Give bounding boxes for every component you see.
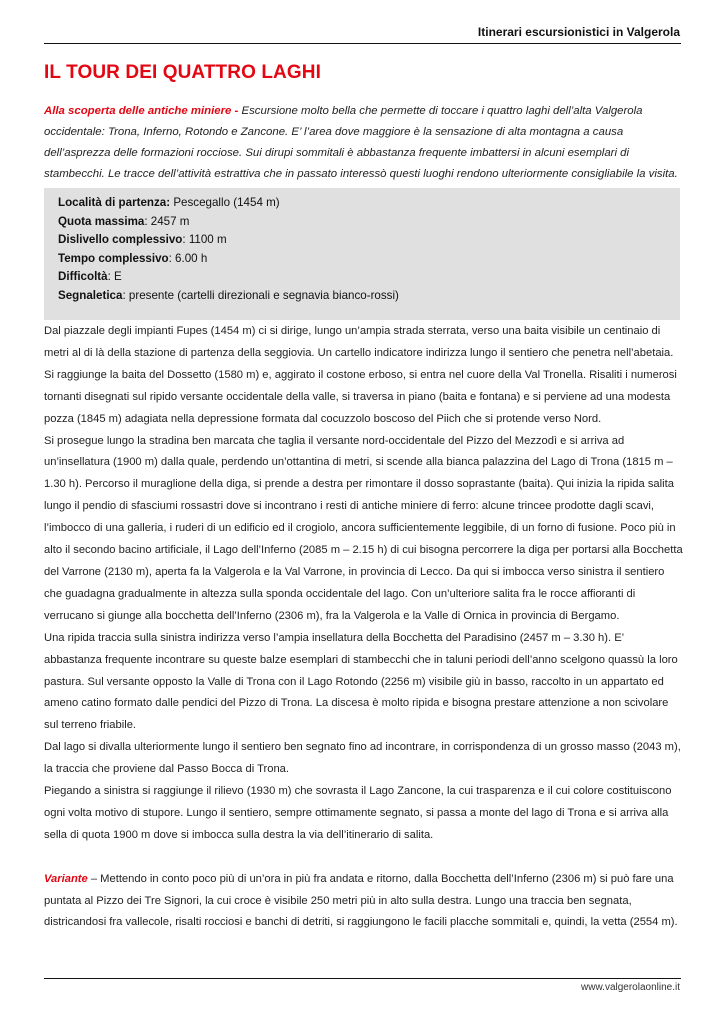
info-label: Quota massima	[58, 214, 145, 228]
info-value: : E	[107, 270, 122, 284]
body-paragraph: Dal lago si divalla ulteriormente lungo il sentiero ben segnato fino ad incontrare, in corrispondenza di un grosso masso (2043 m), la traccia che proviene dal Passo Bocca di Trona.	[44, 741, 681, 776]
info-list	[58, 194, 399, 306]
body-paragraph: Una ripida traccia sulla sinistra indirizza verso l’ampia insellatura della Bocchetta del Paradisino (2457 m – 3.30 h). E’ abbastanza frequente incontrare su queste balze esemplari di stambecchi che in taluni periodi dell’anno scelgono quassù la loro pastura. Sul versante opposto la Valle di Trona con il Lago Rotondo (2256 m) visibile giù in basso, raccolto in un appartato ed ameno catino formato dalle pendici del Pizzo di Trona. La discesa è molto ripida e bisogna prestare attenzione a non scivolare sul terreno friabile.	[44, 631, 678, 732]
body-paragraph: Si prosegue lungo la stradina ben marcata che taglia il versante nord-occidentale del Pizzo del Mezzodì e si arriva ad un’insellatura (1900 m) dalla quale, perdendo un’ottantina di metri, si scende alla bianca palazzina del Lago di Trona (1815 m – 1.30 h). Percorso il muraglione della diga, si prende a destra per rimontare il dosso soprastante (baita). Qui inizia la ripida salita lungo il pendio di sfasciumi rossastri dove si incontrano i resti di antiche miniere di ferro: alcune trincee prodotte dagli scavi, l’imbocco di una galleria, i ruderi di un edificio ed il crogiolo, ancora sufficientemente leggibile, di un forno di fusione. Poco più in alto il secondo bacino artificiale, il Lago dell’Inferno (2085 m – 2.15 h) di cui bisogna percorrere la diga per portarsi alla Bocchetta del Varrone (2130 m), aperta fa la Valgerola e la Val Varrone, in provincia di Lecco. Da qui si imbocca verso sinistra il sentiero che guadagna gradualmente in altezza sulla sponda occidentale del lago. Con un’ulteriore salita fra le rocce affioranti di verrucano si giunge alla bocchetta dell’Inferno (2306 m), fra la Valgerola e la Valle di Ornica in provincia di Bergamo.	[44, 434, 683, 622]
body-paragraph: Dal piazzale degli impianti Fupes (1454 m) ci si dirige, lungo un’ampia strada sterrata, verso una baita visibile un centinaio di metri al di là della stazione di partenza della seggiovia. Un cartello indicatore indirizza lungo il sentiero che penetra nell’abetaia. Si raggiunge la baita del Dossetto (1580 m) e, aggirato il costone erboso, si entra nel cuore della Val Tronella. Risaliti i numerosi tornanti disegnati sul ripido versante occidentale della valle, si traversa in piano (baita e fontana) e si perviene ad una modesta pozza (1845 m) adagiata nella depressione formata dal cocuzzolo boscoso del Piich che si protende verso Nord.	[44, 325, 677, 425]
info-total-time	[58, 250, 399, 269]
body-paragraph: Piegando a sinistra si raggiunge il rilievo (1930 m) che sovrasta il Lago Zancone, la cui trasparenza e il cui colore costituiscono ogni volta motivo di stupore. Lungo il sentiero, sempre ottimamente segnato, si passa a monte del lago di Trona e si arriva alla sella di quota 1900 m dove si imbocca sulla destra la via dell’itinerario di salita.	[44, 785, 672, 841]
info-signage	[58, 287, 399, 306]
info-elevation-gain	[58, 231, 399, 250]
info-difficulty	[58, 268, 399, 287]
info-value: : 6.00 h	[168, 251, 208, 265]
info-value: : 1100 m	[182, 233, 227, 247]
info-label: Tempo complessivo	[58, 251, 169, 265]
route-description	[44, 321, 684, 934]
info-label: Segnaletica	[58, 288, 123, 302]
info-start	[58, 194, 399, 213]
footer-url[interactable]: www.valgerolaonline.it	[581, 982, 680, 993]
info-value: Pescegallo (1454 m)	[170, 196, 280, 209]
page-title: IL TOUR DEI QUATTRO LAGHI	[44, 62, 321, 83]
header-divider	[44, 43, 681, 44]
intro-paragraph	[44, 101, 684, 185]
info-box	[44, 188, 680, 320]
info-label: Località di partenza:	[58, 196, 171, 209]
header-title: Itinerari escursionistici in Valgerola	[477, 25, 680, 39]
variant-text: – Mettendo in conto poco più di un’ora in più fra andata e ritorno, dalla Bocchetta dell’Inferno (2306 m) si può fare una puntata al Pizzo dei Tre Signori, la cui croce è visibile 250 metri più in alto sulla destra. Lungo una traccia ben segnata, districandosi fra vallecole, risalti rocciosi e banchi di detriti, si raggiungono le facili placche sommitali e, quindi, la vetta (2554 m).	[44, 872, 678, 929]
footer-divider	[44, 978, 681, 979]
variant-label: Variante	[44, 872, 88, 885]
info-max-altitude	[58, 213, 399, 232]
variant-paragraph	[44, 869, 684, 935]
info-label: Dislivello complessivo	[58, 233, 183, 247]
intro-text: Escursione molto bella che permette di toccare i quattro laghi dell’alta Valgerola occidentale: Trona, Inferno, Rotondo e Zancone. E’ l’area dove maggiore è la sensazione di alta montagna a causa dell’asprezza delle formazioni rocciose. Sui dirupi sommitali è abbastanza frequente imbattersi in alcuni esemplari di stambecchi. Le tracce dell’attività estrattiva che in passato interessò questi luoghi rendono ulteriormente consigliabile la visita.	[44, 105, 678, 180]
info-value: : 2457 m	[144, 214, 190, 228]
info-label: Difficoltà	[58, 270, 108, 284]
intro-lead: Alla scoperta delle antiche miniere -	[44, 105, 239, 117]
info-value: : presente (cartelli direzionali e segnavia bianco-rossi)	[122, 288, 399, 302]
